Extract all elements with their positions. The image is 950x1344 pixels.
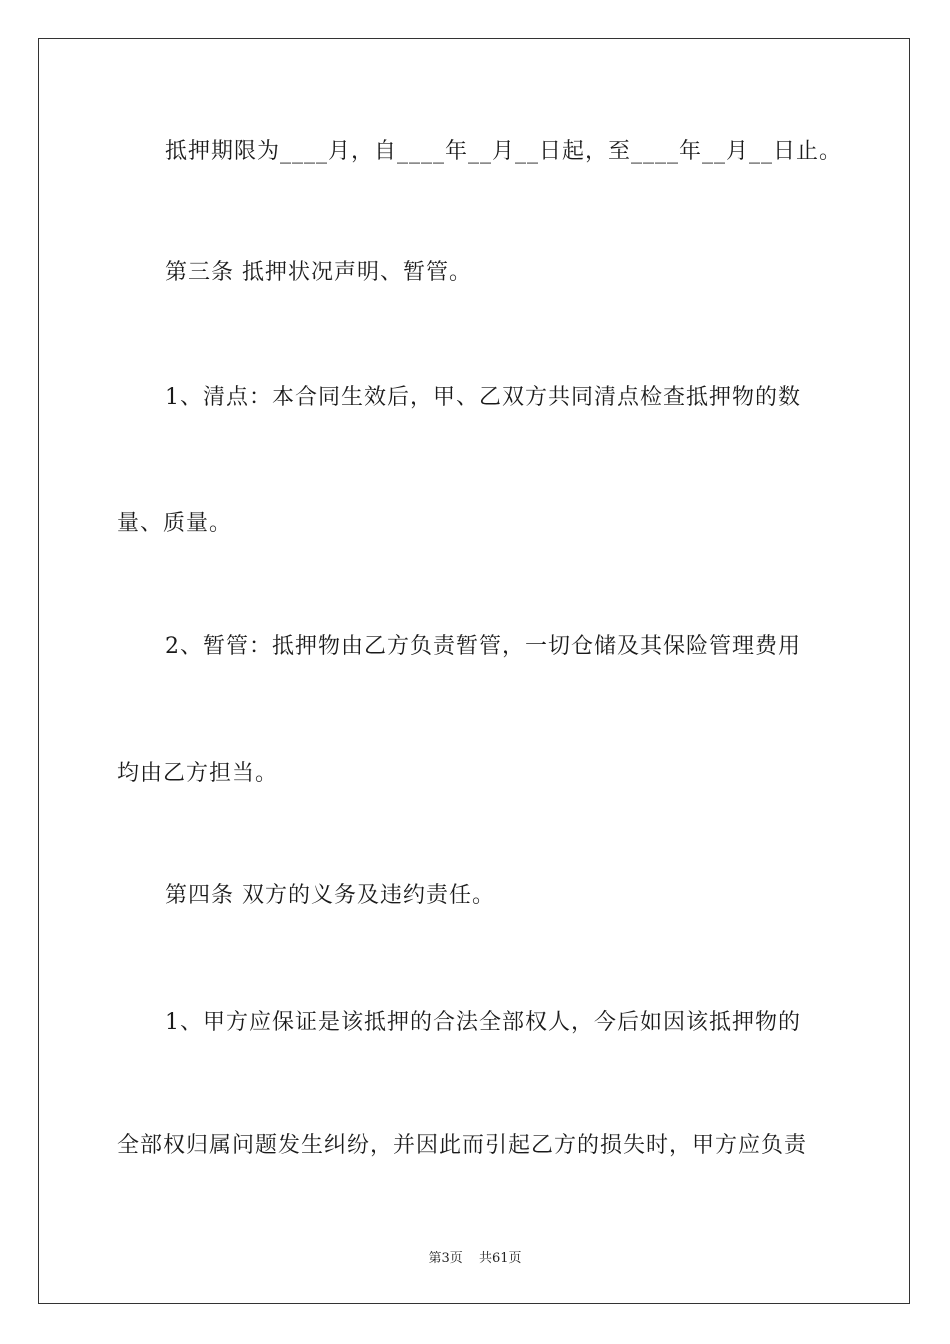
page-number: 第3页 <box>428 1251 463 1266</box>
page-footer <box>0 1247 950 1266</box>
clause-4-1-line-2: 全部权归属问题发生纠纷，并因此而引起乙方的损失时，甲方应负责 <box>117 1133 808 1158</box>
total-pages: 共61页 <box>478 1251 522 1266</box>
clause-4-1-line-1: 1、甲方应保证是该抵押的合法全部权人，今后如因该抵押物的 <box>165 1010 801 1035</box>
clause-3-2-line-1: 2、暂管：抵押物由乙方负责暂管，一切仓储及其保险管理费用 <box>165 634 801 659</box>
clause-3-1-line-2: 量、质量。 <box>117 511 233 536</box>
article-4-heading: 第四条 双方的义务及违约责任。 <box>165 883 495 908</box>
clause-3-1-line-1: 1、清点：本合同生效后，甲、乙双方共同清点检查抵押物的数 <box>165 385 801 410</box>
article-3-heading: 第三条 抵押状况声明、暂管。 <box>165 260 472 285</box>
term-period-line: 抵押期限为____月，自____年__月__日起，至____年__月__日止。 <box>165 139 843 164</box>
page-border <box>38 38 910 1304</box>
clause-3-2-line-2: 均由乙方担当。 <box>117 761 279 786</box>
